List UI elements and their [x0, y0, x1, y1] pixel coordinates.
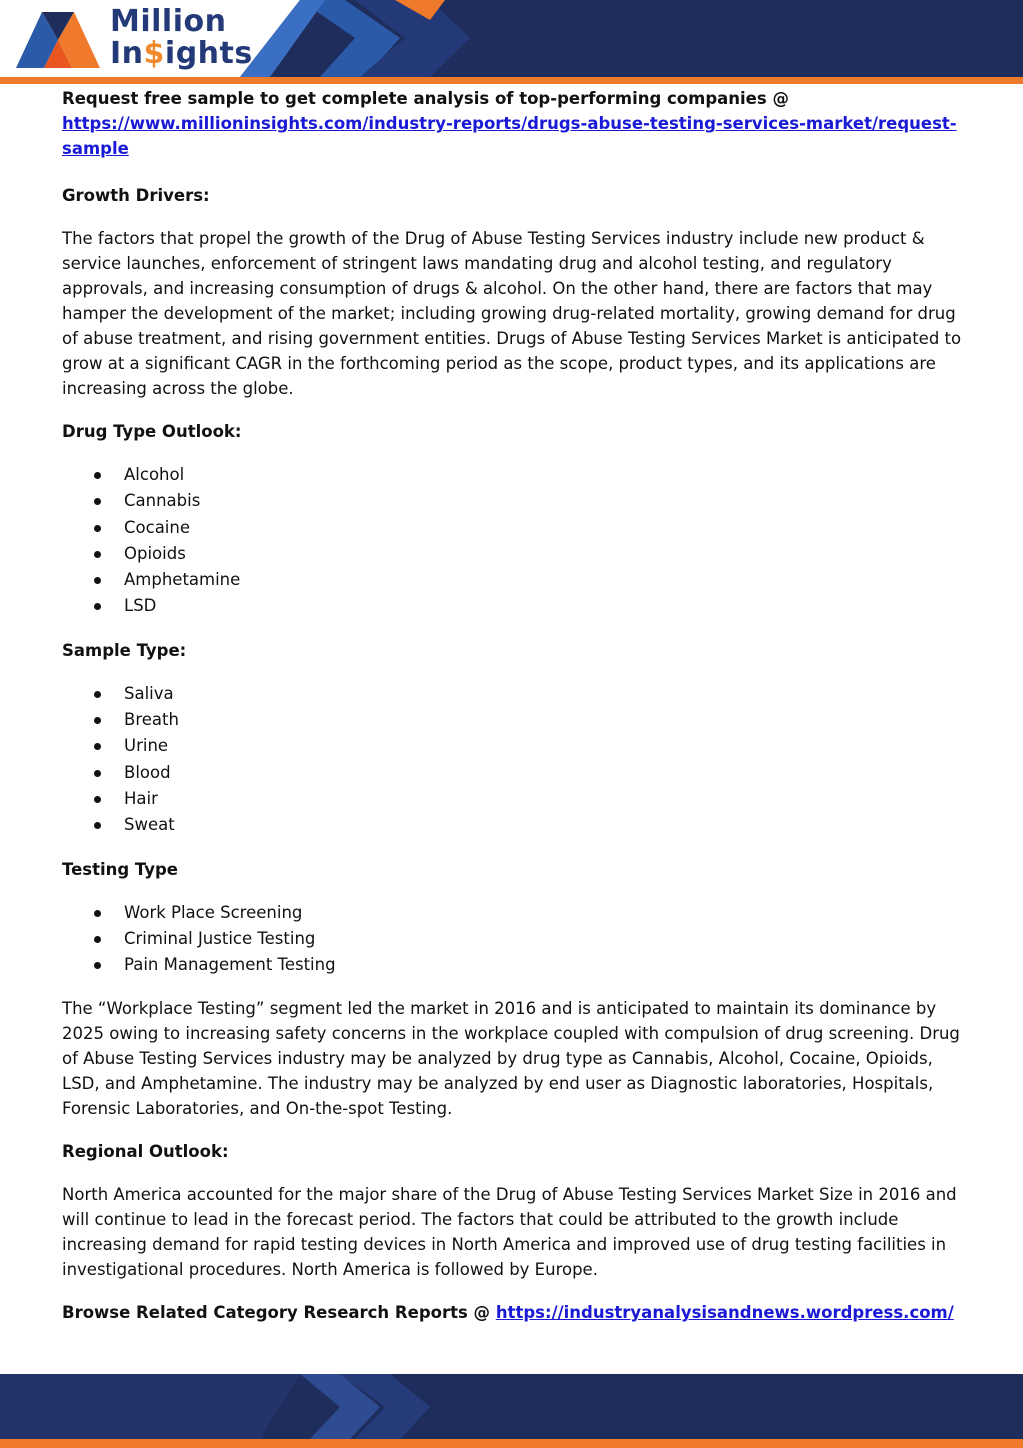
browse-related-paragraph [62, 1300, 967, 1325]
list-item: Cannabis [62, 488, 967, 514]
request-sample-link[interactable]: https://www.millioninsights.com/industry-reports/drugs-abuse-testing-services-market/request-sample [62, 114, 957, 158]
page-footer [0, 1374, 1023, 1448]
drug-type-heading: Drug Type Outlook: [62, 422, 242, 441]
drug-type-list [62, 462, 967, 620]
list-item: Blood [62, 760, 967, 786]
sample-type-heading: Sample Type: [62, 640, 187, 660]
logo-wordmark-line-1: Million [110, 4, 227, 39]
logo-mark-icon [12, 4, 104, 72]
list-item: Amphetamine [62, 567, 967, 593]
footer-banner [0, 1374, 1023, 1448]
logo-wordmark-line-2: In$ights [110, 36, 253, 71]
list-item: Saliva [62, 681, 967, 707]
sample-type-list [62, 681, 967, 839]
testing-type-heading: Testing Type [62, 859, 178, 879]
request-sample-paragraph [62, 86, 967, 161]
list-item: Alcohol [62, 462, 967, 488]
regional-outlook-heading: Regional Outlook: [62, 1142, 229, 1162]
list-item: Urine [62, 733, 967, 759]
footer-orange-rule [0, 1439, 1023, 1448]
header-orange-rule [0, 77, 1023, 84]
growth-drivers-body: The factors that propel the growth of the Drug of Abuse Testing Services industry include new product & service launches, enforcement of stringent laws mandating drug and alcohol testing, and regulatory approvals, and increasing consumption of drugs & alcohol. On the other hand, there are factors that may hamper the development of the market; including growing drug-related mortality, growing demand for drug of abuse treatment, and rising government entities. Drugs of Abuse Testing Services Market is anticipated to grow at a significant CAGR in the forthcoming period as the scope, product types, and its applications are increasing across the globe. [62, 229, 962, 398]
regional-outlook-body: North America accounted for the major share of the Drug of Abuse Testing Services Market Size in 2016 and will continue to lead in the forecast period. The factors that could be attributed to the growth include increasing demand for rapid testing devices in North America and improved use of drug testing facilities in investigational procedures. North America is followed by Europe. [62, 1185, 957, 1280]
list-item: Hair [62, 786, 967, 812]
list-item: LSD [62, 593, 967, 619]
list-item: Breath [62, 707, 967, 733]
list-item: Work Place Screening [62, 900, 967, 926]
list-item: Criminal Justice Testing [62, 926, 967, 952]
testing-type-list [62, 900, 967, 979]
browse-related-link[interactable]: https://industryanalysisandnews.wordpress.com/ [495, 1303, 954, 1323]
testing-type-body: The “Workplace Testing” segment led the market in 2016 and is anticipated to maintain its dominance by 2025 owing to increasing safety concerns in the workplace coupled with compulsion of drug screening. Drug of Abuse Testing Services industry may be analyzed by drug type as Cannabis, Alcohol, Cocaine, Opioids, LSD, and Amphetamine. The industry may be analyzed by end user as Diagnostic laboratories, Hospitals, Forensic Laboratories, and On-the-spot Testing. [62, 999, 960, 1119]
page-header [0, 0, 1023, 84]
list-item: Opioids [62, 541, 967, 567]
request-sample-text: Request free sample to get complete analysis of top-performing companies @ [62, 89, 789, 108]
growth-drivers-heading: Growth Drivers: [62, 186, 210, 205]
list-item: Cocaine [62, 515, 967, 541]
document-body [62, 86, 967, 1325]
list-item: Sweat [62, 812, 967, 838]
list-item: Pain Management Testing [62, 952, 967, 978]
browse-related-text: Browse Related Category Research Reports @ [62, 1303, 491, 1323]
